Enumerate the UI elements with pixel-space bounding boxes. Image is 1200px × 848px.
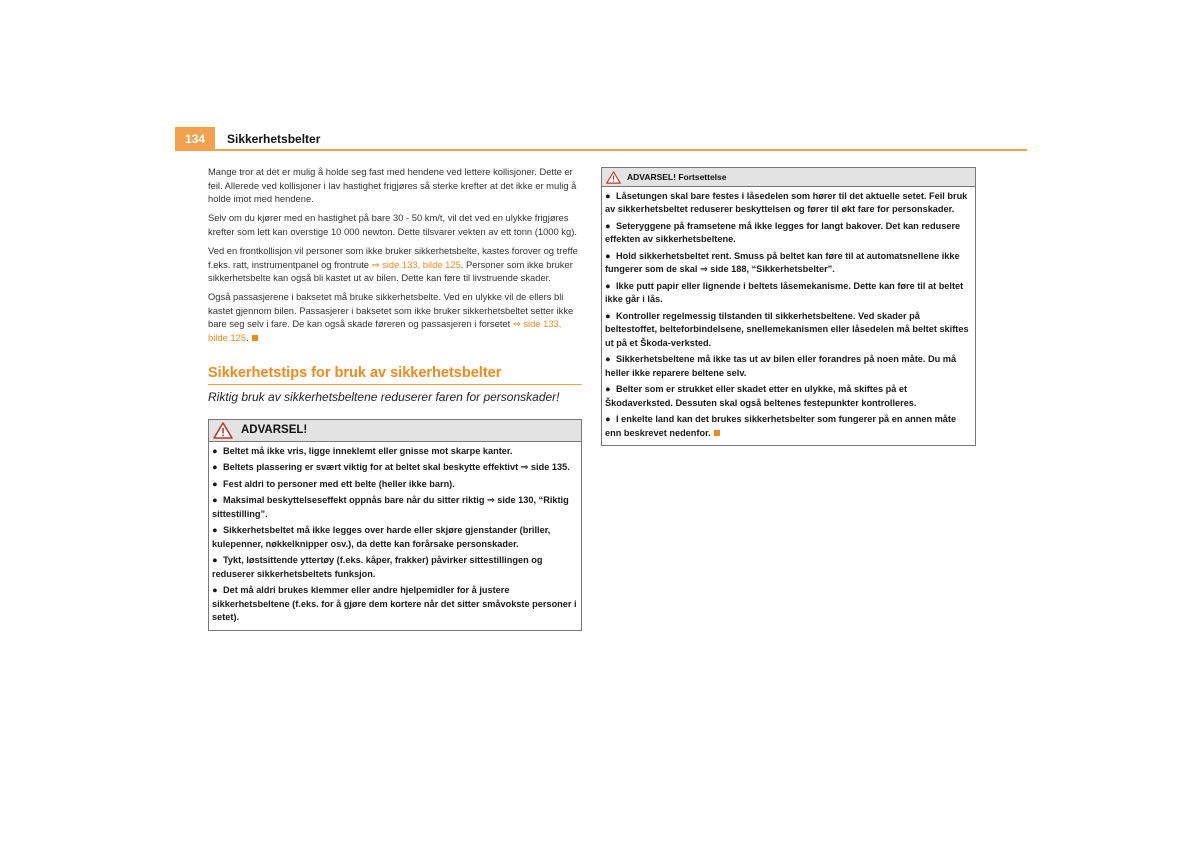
warning-box	[208, 419, 582, 631]
bullet-icon: ●	[605, 251, 611, 261]
warning-item	[605, 280, 971, 307]
warning-item-text: Kontroller regelmessig tilstanden til sikkerhetsbeltene. Ved skader på beltestoffet, belteforbindelsene, snellemekanismen eller låsedelen må beltet skiftes ut på et Škoda-verksted.	[605, 311, 969, 348]
warning-list	[209, 442, 581, 630]
warning-item	[212, 524, 577, 551]
warning-item-text: Beltets plassering er svært viktig for at beltet skal beskytte effektivt ⇒ side 135.	[223, 462, 570, 473]
bullet-icon: ●	[605, 221, 611, 231]
warning-item-text: I enkelte land kan det brukes sikkerhetsbelter som fungerer på en annen måte enn beskrevet nedenfor.	[605, 414, 957, 438]
warning-item	[605, 383, 971, 410]
right-column	[601, 167, 976, 446]
warning-header	[602, 168, 975, 187]
paragraph-4	[208, 290, 582, 344]
paragraph-3	[208, 244, 582, 285]
end-square-icon	[714, 430, 720, 436]
paragraph-4-text-b: .	[246, 332, 249, 344]
bullet-icon: ●	[605, 311, 611, 321]
bullet-icon: ●	[605, 384, 611, 395]
warning-header	[209, 420, 581, 442]
bullet-icon: ●	[212, 495, 218, 506]
warning-item-text: Belter som er strukket eller skadet etter en ulykke, må skiftes på et Škodaverksted. Dessuten skal også beltenes festepunkter kontrolleres.	[605, 384, 917, 408]
bullet-icon: ●	[212, 445, 218, 456]
warning-item	[605, 353, 971, 380]
warning-title: ADVARSEL! Fortsettelse	[627, 172, 727, 182]
bullet-icon: ●	[212, 525, 218, 536]
warning-item	[605, 250, 971, 277]
warning-item-text: Sikkerhetsbeltet må ikke legges over harde eller skjøre gjenstander (briller, kulepenner, nøkkelknipper osv.), da dette kan forårsake personskader.	[212, 525, 551, 549]
bullet-icon: ●	[212, 478, 218, 489]
paragraph-4-text-a: Også passasjerene i baksetet må bruke sikkerhetsbelte. Ved en ulykke vil de ellers bli kastet gjennom bilen. Passasjerer i baksetet som ikke bruker sikkerhetsbeltet setter ikke bare seg selv i fare. De kan også skade føreren og passasjeren i forsetet	[208, 291, 574, 330]
warning-item	[212, 554, 577, 581]
paragraph-3-text-a: Ved en frontkollisjon vil personer som ikke bruker sikkerhetsbelte, kastes forover og treffe f.eks. ratt, instrumentpanel og frontrute	[208, 244, 578, 270]
end-square-icon	[252, 335, 258, 341]
warning-item-text: Beltet må ikke vris, ligge inneklemt eller gnisse mot skarpe kanter.	[223, 445, 513, 456]
warning-item-text: Sikkerhetsbeltene må ikke tas ut av bilen eller forandres på noen måte. Du må heller ikke reparere beltene selv.	[605, 354, 957, 378]
warning-item-text: Fest aldri to personer med ett belte (heller ikke barn).	[223, 478, 455, 489]
warning-item-text: Tykt, løstsittende yttertøy (f.eks. kåper, frakker) påvirker sittestillingen og reduserer sikkerhetsbeltets funksjon.	[212, 555, 543, 579]
warning-item	[212, 461, 577, 474]
warning-item-text: Det må aldri brukes klemmer eller andre hjelpemidler for å justere sikkerhetsbeltene (f.eks. for å gjøre dem kortere når det sitter småvokste personer i setet).	[212, 585, 577, 623]
bullet-icon: ●	[605, 281, 611, 291]
warning-continuation-box	[601, 167, 976, 446]
warning-triangle-icon	[606, 171, 621, 184]
section-title: Sikkerhetsbelter	[227, 132, 321, 146]
page-number: 134	[175, 127, 215, 149]
warning-item-text: Maksimal beskyttelseseffekt oppnås bare når du sitter riktig ⇒ side 130, “Riktig sittestilling”.	[212, 495, 569, 519]
warning-item	[212, 494, 577, 521]
warning-item-text: Seteryggene på framsetene må ikke legges for langt bakover. Det kan redusere effekten av sikkerhetsbeltene.	[605, 221, 961, 245]
warning-item-text: Hold sikkerhetsbeltet rent. Smuss på beltet kan føre til at automatsnellene ikke fungerer som de skal ⇒ side 188, “Sikkerhetsbelter”.	[605, 251, 960, 275]
warning-triangle-icon	[213, 422, 233, 439]
warning-item-text: Ikke putt papir eller lignende i beltets låsemekanisme. Dette kan føre til at beltet ikke går i lås.	[605, 281, 964, 305]
cross-reference-link[interactable]: ⇒ side 133, bilde 125	[208, 318, 562, 344]
page-header	[175, 127, 1027, 151]
bullet-icon: ●	[212, 462, 218, 473]
warning-item	[605, 190, 971, 217]
warning-item	[212, 478, 577, 491]
warning-item	[605, 413, 971, 440]
paragraph-3-text-b: . Personer som ikke bruker sikkerhetsbelte kan også bli kastet ut av bilen. Dette kan føre til livstruende skader.	[208, 258, 573, 284]
bullet-icon: ●	[605, 414, 611, 425]
bullet-icon: ●	[605, 191, 611, 201]
warning-list	[602, 187, 975, 445]
warning-title: ADVARSEL!	[241, 424, 308, 437]
bullet-icon: ●	[212, 555, 218, 566]
bullet-icon: ●	[605, 354, 611, 365]
section-heading: Sikkerhetstips for bruk av sikkerhetsbelter	[208, 364, 582, 385]
cross-reference-link[interactable]: ⇒ side 133, bilde 125	[371, 258, 461, 270]
paragraph-1: Mange tror at det er mulig å holde seg fast med hendene ved lettere kollisjoner. Dette er feil. Allerede ved kollisjoner i lav hastighet frigjøres så sterke krefter at det ikke er mulig å holde imot med hendene.	[208, 166, 577, 205]
paragraph-2: Selv om du kjører med en hastighet på bare 30 - 50 km/t, vil det ved en ulykke frigjøres krefter som lett kan overstige 10 000 newton. Dette tilsvarer vekten av ett tonn (1000 kg).	[208, 212, 577, 237]
warning-item	[605, 310, 971, 350]
warning-item	[212, 584, 577, 624]
left-column	[208, 165, 582, 631]
warning-item	[212, 445, 577, 458]
section-subtitle: Riktig bruk av sikkerhetsbeltene reduserer faren for personskader!	[208, 389, 560, 404]
warning-item-text: Låsetungen skal bare festes i låsedelen som hører til det aktuelle setet. Feil bruk av sikkerhetsbeltet reduserer beskyttelsen og fører til økt fare for personskader.	[605, 191, 968, 215]
warning-item	[605, 220, 971, 247]
bullet-icon: ●	[212, 585, 218, 596]
